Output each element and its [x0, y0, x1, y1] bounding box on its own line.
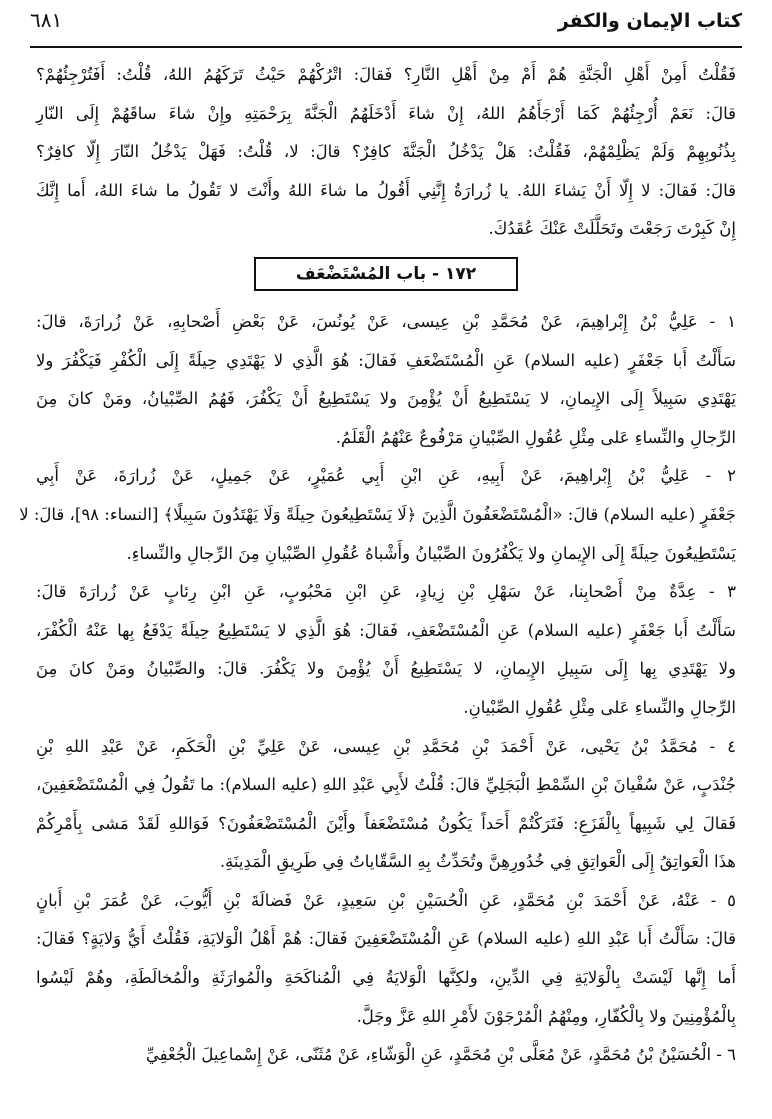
text-line: ١ - عَلِيُّ بْنُ إِبْراهِيمَ، عَنْ مُحَمَّدِ بْنِ عِيسى، عَنْ يُونُسَ، عَنْ بَعْضِ أَصْحابِهِ، عَنْ زُرارَةَ، قالَ:	[36, 311, 736, 331]
book-title: كتاب الإيمان والكفر	[557, 10, 742, 32]
text-line: سَأَلْتُ أَبا جَعْفَرٍ (عليه السلام) عَنِ الْمُسْتَضْعَفِ فَقالَ: هُوَ الَّذِي لا يَهْتَدِي حِيلَةً إِلَى الْكُفْرِ فَيَكْفُرَ ولا	[36, 350, 736, 370]
text-line: ٥ - عَنْهُ، عَنْ أَحْمَدَ بْنِ مُحَمَّدٍ، عَنِ الْحُسَيْنِ بْنِ سَعِيدٍ، عَنْ فَضالَةَ بْنِ أَيُّوبَ، عَنْ عُمَرَ بْنِ أَبانٍ	[36, 890, 736, 910]
text-line: ٦ - الْحُسَيْنُ بْنُ مُحَمَّدٍ، عَنْ مُعَلَّى بْنِ مُحَمَّدٍ، عَنِ الْوَشّاءِ، عَنْ مُثَنّى، عَنْ إِسْماعِيلَ الْجُعْفِيِّ	[145, 1045, 736, 1065]
header-rule	[30, 46, 742, 48]
text-line: قالَ: نَعَمْ أُرْجِئُهُمْ كَمَا أَرْجَأَهُمُ اللهُ، إِنْ شاءَ أَدْخَلَهُمُ الْجَنَّةَ بِرَحْمَتِهِ وإِنْ شاءَ ساقَهُمْ إِلَى النّارِ	[36, 103, 736, 123]
text-line: جُنْدَبٍ، عَنْ سُفْيانَ بْنِ السِّمْطِ الْبَجَلِيِّ قالَ: قُلْتُ لأَبِي عَبْدِ اللهِ (عليه السلام): ما تَقُولُ فِي الْمُسْتَضْعَفِينَ،	[36, 775, 736, 795]
text-line: فَقالَ لِي شَبِيهاً بِالْفَزَعِ: فَتَرَكْتُمْ أَحَداً يَكُونُ مُسْتَضْعَفاً وأَيْنَ الْمُسْتَضْعَفُونَ؟ فَوَاللهِ لَقَدْ مَشى بِأَمْرِكُمْ	[36, 813, 736, 833]
text-line: يَهْتَدِي سَبِيلاً إِلَى الإِيمانِ، لا يَسْتَطِيعُ أَنْ يُؤْمِنَ ولا يَسْتَطِيعُ أَنْ يَكْفُرَ، فَهُمُ الصِّبْيانُ، ومَنْ كانَ مِنَ	[36, 389, 736, 409]
text-line: أَما إِنَّها لَيْسَتْ بِالْوَلايَةِ فِي الدِّينِ، ولكِنَّها الْوَلايَةُ فِي الْمُناكَحَةِ والْمُوارَثَةِ والْمُخالَطَةِ، وهُمْ لَيْسُوا	[36, 968, 736, 988]
text-line: ٤ - مُحَمَّدُ بْنُ يَحْيى، عَنْ أَحْمَدَ بْنِ مُحَمَّدِ بْنِ عِيسى، عَنْ عَلِيِّ بْنِ الْحَكَمِ، عَنْ عَبْدِ اللهِ بْنِ	[36, 736, 736, 756]
text-line: إِنْ كَبِرْتَ رَجَعْتَ وتَحَلَّلَتْ عَنْكَ عُقَدُكَ.	[488, 219, 736, 239]
page-body	[19, 56, 736, 1075]
text-line: ٢ - عَلِيُّ بْنُ إِبْراهِيمَ، عَنْ أَبِيهِ، عَنِ ابْنِ أَبِي عُمَيْرٍ، عَنْ جَمِيلٍ، عَنْ زُرارَةَ، عَنْ أَبِي	[36, 466, 736, 486]
text-line: فَقُلْتُ أَمِنْ أَهْلِ الْجَنَّةِ هُمْ أَمْ مِنْ أَهْلِ النَّارِ؟ فَقالَ: اتْرُكْهُمْ حَيْثُ تَرَكَهُمُ اللهُ، قُلْتُ: أَفَتُرْجِئُهُمْ؟	[36, 65, 736, 84]
text-line: سَأَلْتُ أَبا جَعْفَرٍ (عليه السلام) عَنِ الْمُسْتَضْعَفِ، فَقالَ: هُوَ الَّذِي لا يَسْتَطِيعُ حِيلَةً يَدْفَعُ بِها عَنْهُ الْكُفْرَ،	[36, 620, 736, 640]
text-line: ٣ - عِدَّةٌ مِنْ أَصْحابِنا، عَنْ سَهْلِ بْنِ زِيادٍ، عَنِ ابْنِ مَحْبُوبٍ، عَنِ ابْنِ رِئابٍ عَنْ زُرارَةَ قالَ:	[36, 582, 736, 602]
text-line: قالَ: سَأَلْتُ أَبا عَبْدِ اللهِ (عليه السلام) عَنِ الْمُسْتَضْعَفِينَ فَقالَ: هُمْ أَهْلُ الْوَلايَةِ، فَقُلْتُ أَيُّ وَلايَةٍ؟ فَقالَ:	[36, 929, 736, 949]
page-header	[30, 6, 742, 46]
text-line: ولا يَهْتَدِي بِها إِلَى سَبِيلِ الإِيمانِ، لا يَسْتَطِيعُ أَنْ يُؤْمِنَ ولا يَكْفُرَ. قالَ: والصِّبْيانُ ومَنْ كانَ مِنَ	[36, 659, 736, 679]
text-line: الرِّجالِ والنِّساءِ عَلى مِثْلِ عُقُولِ الصِّبْيانِ مَرْفُوعٌ عَنْهُمُ الْقَلَمُ.	[335, 427, 736, 447]
text-line: بِالْمُؤْمِنِينَ ولا بِالْكُفّارِ، ومِنْهُمُ الْمُرْجَوْنَ لأَمْرِ اللهِ عَزَّ وجَلَّ.	[356, 1006, 736, 1026]
section-title: ١٧٢ - باب المُسْتَضْعَف	[254, 257, 518, 291]
text-line: الرِّجالِ والنِّساءِ عَلى مِثْلِ عُقُولِ الصِّبْيانِ.	[463, 697, 736, 717]
text-line: يَسْتَطِيعُونَ حِيلَةً إِلَى الإِيمانِ ولا يَكْفُرُونَ الصِّبْيانُ وأَشْباهُ عُقُولِ الصِّبْيانِ مِنَ الرِّجالِ والنِّساءِ.	[126, 543, 736, 563]
text-line: قالَ: فَقالَ: لا إِلّا أَنْ يَشاءَ اللهُ. يا زُرارَةُ إِنَّنِي أَقُولُ ما شاءَ اللهُ وأَنْتَ لا تَقُولُ ما شاءَ اللهُ، أَما إِنَّكَ	[36, 180, 736, 200]
text-line: جَعْفَرٍ (عليه السلام) قالَ: «الْمُسْتَضْعَفُونَ الَّذِينَ ﴿لَا يَسْتَطِيعُونَ حِيلَةً وَلَا يَهْتَدُونَ سَبِيلًا﴾ [النساء: ٩٨]، قالَ: لا	[19, 504, 736, 524]
section-heading-area	[36, 249, 736, 303]
page-number: ٦٨١	[30, 8, 63, 32]
text-line: بِذُنُوبِهِمْ وَلَمْ يَظْلِمْهُمْ، فَقُلْتُ: هَلْ يَدْخُلُ الْجَنَّةَ كافِرٌ؟ قالَ: لا، قُلْتُ: فَهَلْ يَدْخُلُ النّارَ إِلّا كافِرٌ؟	[36, 142, 736, 162]
text-line: هذَا الْعَواتِقُ إِلَى الْعَواتِقِ فِي خُدُورِهِنَّ وتُحَدِّثُ بِهِ السَّقّاياتُ فِي طَرِيقِ الْمَدِينَةِ.	[219, 852, 736, 872]
